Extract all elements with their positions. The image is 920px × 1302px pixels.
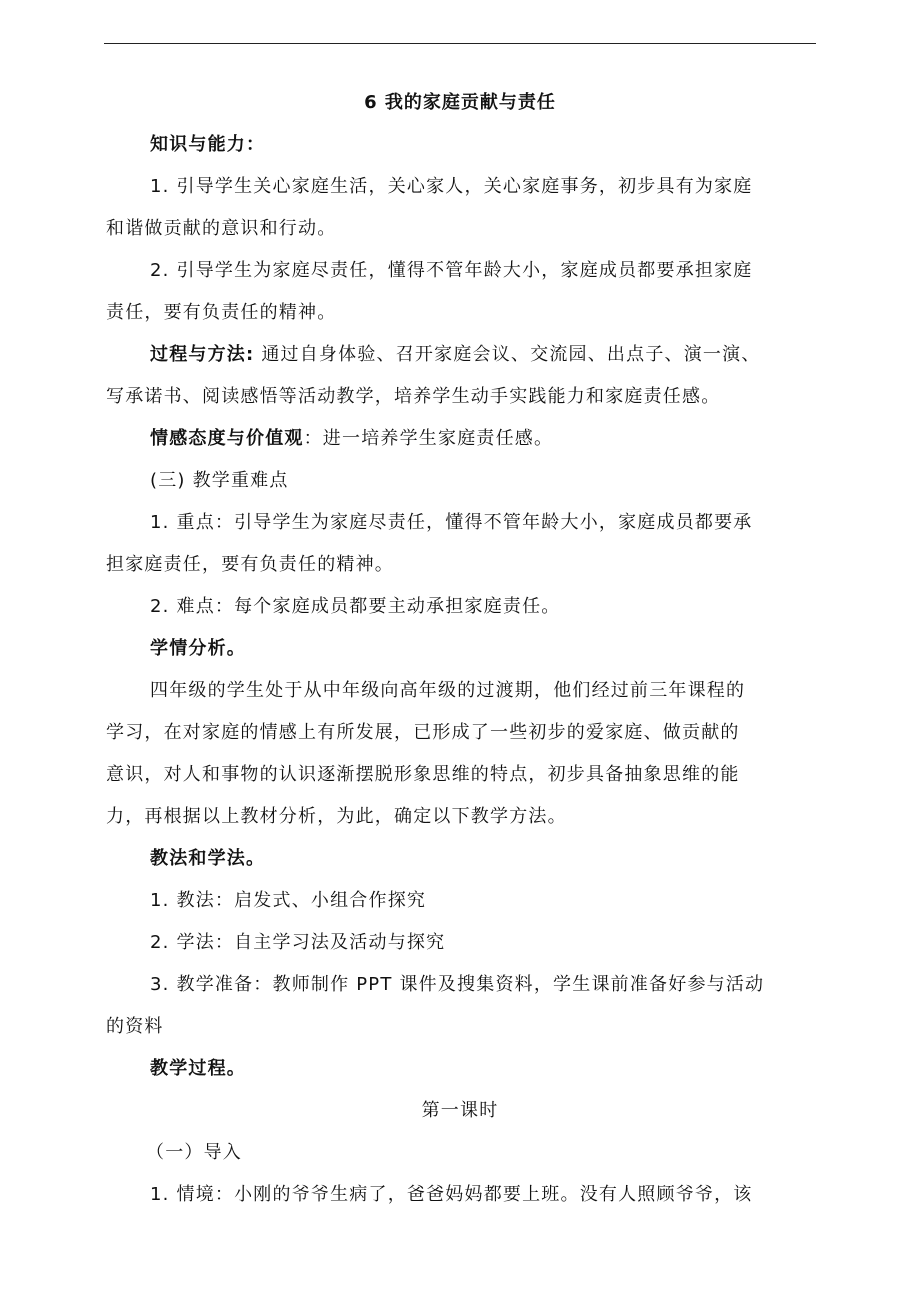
lesson-title: 第一课时 (421, 1100, 499, 1121)
emotion-text: ：进一培养学生家庭责任感。 (303, 428, 554, 449)
knowledge-heading: 知识与能力： (150, 134, 266, 155)
intro-heading: （一）导入 (146, 1142, 242, 1163)
process-text: 通过自身体验、召开家庭会议、交流园、出点子、演一演、 (254, 344, 761, 365)
document-title: 6 我的家庭贡献与责任 (364, 92, 556, 113)
paragraph-line: 担家庭责任，要有负责任的精神。 (106, 554, 394, 575)
process-label: 过程与方法: (150, 344, 255, 365)
paragraph-line: 责任，要有负责任的精神。 (106, 302, 337, 323)
paragraph-line: 1. 重点：引导学生为家庭尽责任，懂得不管年龄大小，家庭成员都要承 (150, 512, 753, 533)
paragraph-line: 3. 教学准备：教师制作 PPT 课件及搜集资料，学生课前准备好参与活动 (150, 974, 765, 995)
paragraph-line: 1. 引导学生关心家庭生活，关心家人，关心家庭事务，初步具有为家庭 (150, 176, 753, 197)
methods-heading: 教法和学法。 (150, 848, 266, 869)
keypoints-heading: (三) 教学重难点 (150, 470, 289, 491)
emotion-label: 情感态度与价值观 (150, 428, 304, 449)
paragraph-line: 意识，对人和事物的认识逐渐摆脱形象思维的特点，初步具备抽象思维的能 (106, 764, 740, 785)
header-rule (104, 43, 816, 44)
paragraph-line: 的资料 (106, 1016, 164, 1037)
paragraph-line: 2. 学法：自主学习法及活动与探究 (150, 932, 446, 953)
paragraph-line: 学习，在对家庭的情感上有所发展，已形成了一些初步的爱家庭、做贡献的 (106, 722, 740, 743)
paragraph-line: 四年级的学生处于从中年级向高年级的过渡期，他们经过前三年课程的 (150, 680, 746, 701)
paragraph-line: 和谐做贡献的意识和行动。 (106, 218, 337, 239)
process-paragraph (150, 341, 761, 369)
paragraph-line: 2. 难点：每个家庭成员都要主动承担家庭责任。 (150, 596, 561, 617)
paragraph-line: 1. 情境：小刚的爷爷生病了，爸爸妈妈都要上班。没有人照顾爷爷，该 (150, 1184, 753, 1205)
paragraph-line: 2. 引导学生为家庭尽责任，懂得不管年龄大小，家庭成员都要承担家庭 (150, 260, 753, 281)
procedure-heading: 教学过程。 (150, 1058, 246, 1079)
emotion-paragraph (150, 425, 553, 453)
analysis-heading: 学情分析。 (150, 638, 246, 659)
paragraph-line: 1. 教法：启发式、小组合作探究 (150, 890, 427, 911)
paragraph-line: 写承诺书、阅读感悟等活动教学，培养学生动手实践能力和家庭责任感。 (106, 386, 721, 407)
paragraph-line: 力，再根据以上教材分析，为此，确定以下教学方法。 (106, 806, 567, 827)
